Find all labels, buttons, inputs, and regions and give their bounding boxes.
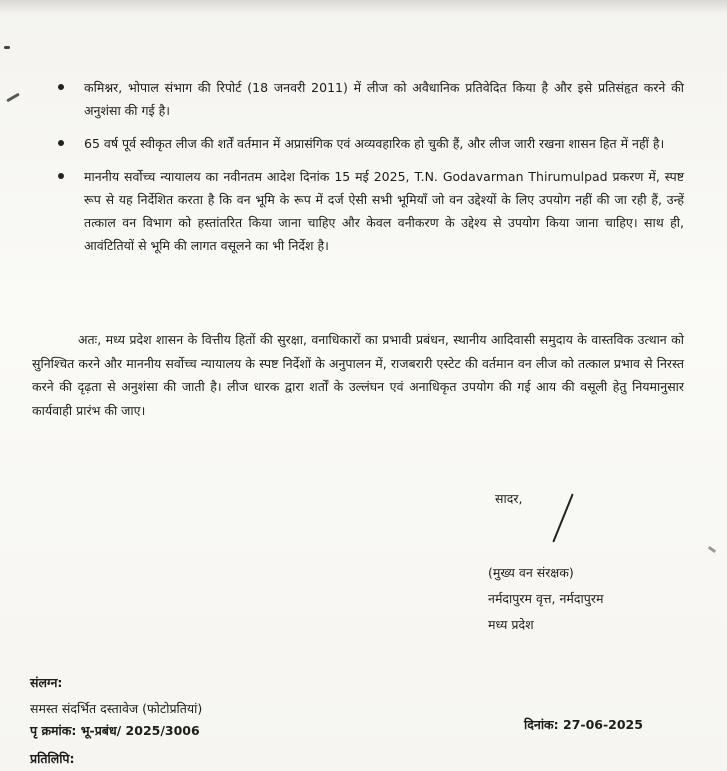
signature-mark xyxy=(552,494,573,543)
bullet-text: माननीय सर्वोच्च न्यायालय का नवीनतम आदेश दिनांक 15 मई 2025, T.N. Godavarman Thirumulpad प्रकरण में, स्पष्ट रूप से यह निर्देशित करता है कि वन भूमि के रूप में दर्ज ऐसी सभी भूमियाँ जो वन उद्देश्यों के लिए उपयोग नहीं की जा रही हैं, उन्हें तत्काल वन विभाग को हस्तांतरित किया जाना चाहिए और केवल वनीकरण के उद्देश्य से उपयोग किया जाना चाहिए। साथ ही, आवंटितियों से भूमि की लागत वसूलने का भी निर्देश है। xyxy=(84,169,684,253)
bullet-dot-icon xyxy=(58,84,64,90)
bullet-item xyxy=(56,132,684,155)
margin-mark xyxy=(6,93,20,103)
signatory-designation: (मुख्य वन संरक्षक) xyxy=(488,565,574,580)
page-top-edge xyxy=(0,0,727,14)
bullet-text: कमिश्नर, भोपाल संभाग की रिपोर्ट (18 जनवरी 2011) में लीज को अवैधानिक प्रतिवेदित किया है और इसे प्रतिसंहृत करने की अनुशंसा की गई है। xyxy=(84,80,684,118)
margin-mark xyxy=(4,46,10,49)
recommendation-paragraph: अतः, मध्य प्रदेश शासन के वित्तीय हितों की सुरक्षा, वनाधिकारों का प्रभावी प्रबंधन, स्थानीय आदिवासी समुदाय के वास्तविक उत्थान को सुनिश्चित करने और माननीय सर्वोच्च न्यायालय के स्पष्ट निर्देशों के अनुपालन में, राजबरारी एस्टेट की वर्तमान वन लीज को तत्काल प्रभाव से निरस्त करने की दृढ़ता से अनुशंसा की जाती है। लीज धारक द्वारा शर्तों के उल्लंघन एवं अनाधिकृत उपयोग की गई आय की वसूली हेतु नियमानुसार कार्यवाही प्रारंभ की जाए। xyxy=(32,332,684,418)
document-date: दिनांक: 27-06-2025 xyxy=(524,717,643,732)
scan-smudge xyxy=(708,546,716,553)
enclosure-text: समस्त संदर्भित दस्तावेज (फोटोप्रतियां) xyxy=(30,701,203,716)
bullet-dot-icon xyxy=(58,173,64,179)
reference-number: पृ क्रमांक: भू-प्रबंध/ 2025/3006 xyxy=(30,723,200,738)
signatory-block xyxy=(488,560,603,638)
copy-label: प्रतिलिपि: xyxy=(30,751,75,766)
bullet-dot-icon xyxy=(58,140,64,146)
signatory-state: मध्य प्रदेश xyxy=(488,617,534,632)
closing-salutation: सादर, xyxy=(495,491,523,506)
enclosure-block xyxy=(30,670,202,722)
bullet-list xyxy=(56,76,684,267)
bullet-text: 65 वर्ष पूर्व स्वीकृत लीज की शर्तें वर्तमान में अप्रासंगिक एवं अव्यवहारिक हो चुकी हैं, और लीज जारी रखना शासन हित में नहीं है। xyxy=(84,136,665,151)
signatory-circle: नर्मदापुरम वृत्त, नर्मदापुरम xyxy=(488,591,604,606)
enclosure-label: संलग्न: xyxy=(30,675,63,690)
bullet-item xyxy=(56,76,684,122)
bullet-item xyxy=(56,165,684,257)
